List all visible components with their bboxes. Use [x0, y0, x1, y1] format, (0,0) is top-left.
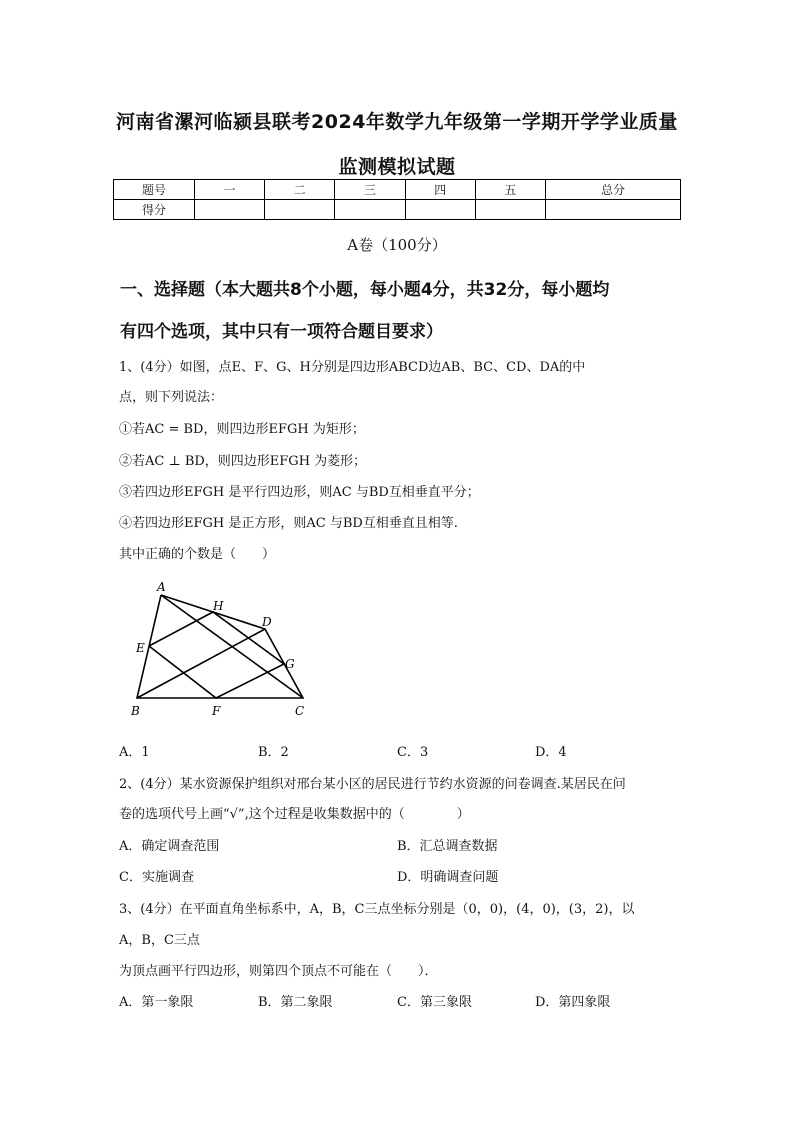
- score-blank-cell[interactable]: [405, 200, 475, 220]
- score-blank-cell[interactable]: [335, 200, 405, 220]
- score-header-cell: 题号: [114, 180, 195, 200]
- q3-option-c[interactable]: C．第三象限: [397, 995, 472, 1010]
- q2-option-a[interactable]: A．确定调查范围: [119, 839, 220, 854]
- q3-option-a[interactable]: A．第一象限: [119, 995, 194, 1010]
- label-e: E: [136, 641, 145, 655]
- score-row-label: 得分: [114, 200, 195, 220]
- q1-question: 其中正确的个数是（ ）: [119, 547, 276, 562]
- q2-option-b[interactable]: B．汇总调查数据: [397, 839, 498, 854]
- q1-option-c[interactable]: C．3: [397, 745, 429, 760]
- score-table-score-row: [114, 200, 681, 220]
- q3-line-3: 为顶点画平行四边形，则第四个顶点不可能在（ ）．: [119, 964, 438, 979]
- score-blank-cell[interactable]: [265, 200, 335, 220]
- q3-line-1: 3、(4分）在平面直角坐标系中，A，B，C三点坐标分别是（0，0)，(4，0)，(3，2)，以: [119, 902, 635, 917]
- score-table-header-row: [114, 180, 681, 200]
- q1-statement-2: ②若AC ⊥ BD，则四边形EFGH 为菱形；: [119, 454, 367, 469]
- label-b: B: [131, 704, 140, 718]
- label-a: A: [157, 580, 166, 594]
- score-header-cell: 四: [405, 180, 475, 200]
- score-blank-cell[interactable]: [546, 200, 681, 220]
- q2-option-d[interactable]: D．明确调查问题: [397, 870, 499, 885]
- q3-option-d[interactable]: D．第四象限: [535, 995, 611, 1010]
- label-f: F: [212, 704, 221, 718]
- q1-line-2: 点，则下列说法：: [119, 390, 224, 405]
- title-line-1: 河南省漯河临颍县联考2024年数学九年级第一学期开学学业质量: [116, 111, 678, 133]
- label-h: H: [213, 599, 224, 613]
- q1-statement-4: ④若四边形EFGH 是正方形，则AC 与BD互相垂直且相等.: [119, 516, 458, 531]
- q2-line-2: 卷的选项代号上画“√”,这个过程是收集数据中的（ ）: [119, 807, 470, 822]
- score-header-cell: 三: [335, 180, 405, 200]
- score-table: [113, 179, 681, 220]
- label-d: D: [262, 615, 272, 629]
- score-header-cell: 一: [195, 180, 265, 200]
- diagonal-bd: [137, 629, 265, 698]
- q1-statement-3: ③若四边形EFGH 是平行四边形，则AC 与BD互相垂直平分；: [119, 485, 480, 500]
- q1-line-1: 1、(4分）如图，点E、F、G、H分别是四边形ABCD边AB、BC、CD、DA的中: [119, 360, 586, 375]
- juan-title: A卷（100分）: [347, 236, 447, 254]
- q2-option-c[interactable]: C．实施调查: [119, 870, 194, 885]
- score-header-cell: 二: [265, 180, 335, 200]
- q3-option-b[interactable]: B．第二象限: [258, 995, 333, 1010]
- section-heading-line-2: 有四个选项，其中只有一项符合题目要求）: [120, 322, 443, 342]
- q1-option-b[interactable]: B．2: [258, 745, 289, 760]
- label-c: C: [295, 704, 305, 718]
- score-blank-cell[interactable]: [475, 200, 545, 220]
- q1-option-d[interactable]: D．4: [535, 745, 567, 760]
- score-blank-cell[interactable]: [195, 200, 265, 220]
- q1-statement-1: ①若AC = BD，则四边形EFGH 为矩形；: [119, 422, 365, 437]
- section-heading-line-1: 一、选择题（本大题共8个小题，每小题4分，共32分，每小题均: [120, 280, 610, 300]
- label-g: G: [285, 657, 295, 671]
- score-header-cell: 总分: [546, 180, 681, 200]
- q1-option-a[interactable]: A．1: [119, 745, 150, 760]
- quadrilateral-figure: [120, 578, 320, 723]
- q3-line-2: A，B，C三点: [119, 933, 200, 948]
- score-header-cell: 五: [475, 180, 545, 200]
- title-line-2: 监测模拟试题: [338, 156, 456, 178]
- q2-line-1: 2、(4分）某水资源保护组织对邢台某小区的居民进行节约水资源的问卷调查.某居民在问: [119, 777, 626, 792]
